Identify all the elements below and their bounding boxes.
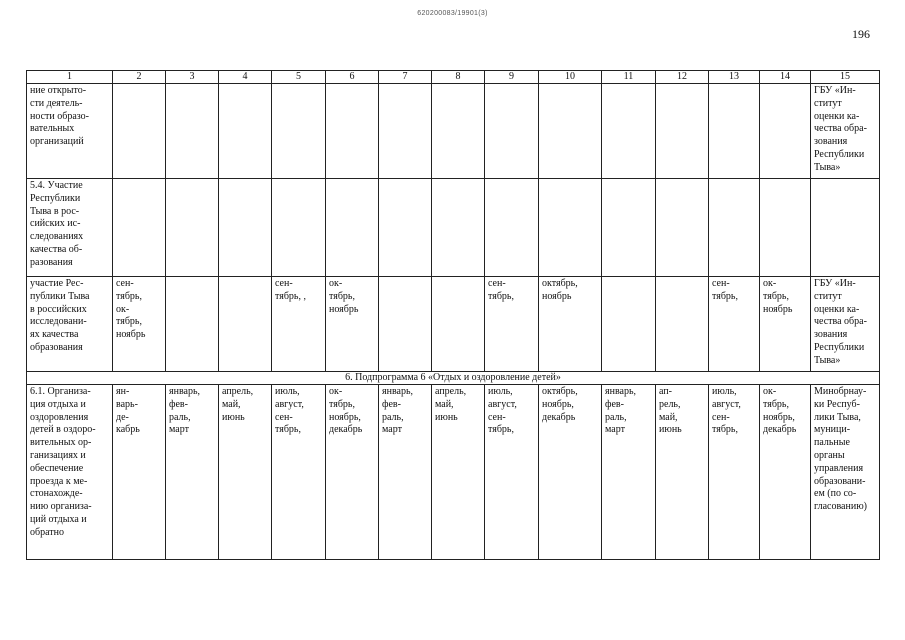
table-cell: [272, 84, 326, 179]
table-cell: [760, 179, 811, 277]
header-cell: 11: [602, 71, 656, 84]
table-cell: ок- тябрь, ноябрь, декабрь: [326, 385, 379, 560]
header-cell: 15: [811, 71, 880, 84]
table-cell: [379, 84, 432, 179]
header-cell: 7: [379, 71, 432, 84]
header-cell: 5: [272, 71, 326, 84]
subprogram-heading: 6. Подпрограмма 6 «Отдых и оздоровление детей»: [27, 372, 880, 385]
table-cell: апрель, май, июнь: [432, 385, 485, 560]
table-cell: ГБУ «Ин- ститут оценки ка- чества обра- зования Республики Тыва»: [811, 84, 880, 179]
table-cell: [539, 84, 602, 179]
table-cell: участие Рес- публики Тыва в российских исследовани- ях качества образования: [27, 277, 113, 372]
table-cell: [656, 277, 709, 372]
table-cell: [326, 179, 379, 277]
table-cell: [432, 84, 485, 179]
table-cell: ок- тябрь, ноябрь: [326, 277, 379, 372]
table-cell: 6.1. Организа- ция отдыха и оздоровления детей в оздоро- вительных ор- ганизациях и обеспечение проезда к ме- стонахожде- нию организа- ций отдыха и обратно: [27, 385, 113, 560]
header-cell: 8: [432, 71, 485, 84]
table-cell: [602, 179, 656, 277]
page-number: 196: [852, 27, 870, 41]
header-cell: 6: [326, 71, 379, 84]
header-cell: 1: [27, 71, 113, 84]
document-id: 620200083/19901(3): [417, 10, 488, 17]
table-cell: ап- рель, май, июнь: [656, 385, 709, 560]
table-cell: [326, 84, 379, 179]
header-cell: 12: [656, 71, 709, 84]
table-cell: [432, 277, 485, 372]
table-row: [27, 84, 880, 179]
table-cell: [379, 179, 432, 277]
table-cell: [539, 179, 602, 277]
table-cell: [485, 179, 539, 277]
table-cell: [113, 84, 166, 179]
table-cell: [219, 179, 272, 277]
table-cell: ГБУ «Ин- ститут оценки ка- чества обра- зования Республики Тыва»: [811, 277, 880, 372]
table-cell: [602, 277, 656, 372]
table-row: [27, 179, 880, 277]
table-cell: сен- тябрь,: [485, 277, 539, 372]
table-cell: [166, 277, 219, 372]
header-cell: 2: [113, 71, 166, 84]
table-cell: октябрь, ноябрь: [539, 277, 602, 372]
table-cell: апрель, май, июнь: [219, 385, 272, 560]
table-cell: 5.4. Участие Республики Тыва в рос- сийских ис- следованиях качества об- разования: [27, 179, 113, 277]
table-cell: сен- тябрь, ,: [272, 277, 326, 372]
header-cell: 14: [760, 71, 811, 84]
table-cell: [113, 179, 166, 277]
header-row: [27, 71, 880, 84]
table-cell: [760, 84, 811, 179]
table-cell: [272, 179, 326, 277]
table-cell: [485, 84, 539, 179]
table-cell: январь, фев- раль, март: [166, 385, 219, 560]
table-cell: [811, 179, 880, 277]
table-cell: [166, 179, 219, 277]
table-cell: ок- тябрь, ноябрь: [760, 277, 811, 372]
header-cell: 13: [709, 71, 760, 84]
table-cell: [602, 84, 656, 179]
table-cell: [656, 84, 709, 179]
table-cell: [709, 179, 760, 277]
table-cell: июль, август, сен- тябрь,: [709, 385, 760, 560]
table-cell: январь, фев- раль, март: [379, 385, 432, 560]
header-cell: 4: [219, 71, 272, 84]
table-row: [27, 385, 880, 560]
table-cell: [709, 84, 760, 179]
table-cell: сен- тябрь, ок- тябрь, ноябрь: [113, 277, 166, 372]
table-cell: [219, 84, 272, 179]
table-cell: Минобрнау- ки Респуб- лики Тыва, муници- пальные органы управления образовани- ем (по со- гласованию): [811, 385, 880, 560]
table-cell: [219, 277, 272, 372]
table-cell: ок- тябрь, ноябрь, декабрь: [760, 385, 811, 560]
header-cell: 3: [166, 71, 219, 84]
table-cell: сен- тябрь,: [709, 277, 760, 372]
table-cell: [379, 277, 432, 372]
table-row: [27, 277, 880, 372]
table-cell: январь, фев- раль, март: [602, 385, 656, 560]
schedule-table: [26, 70, 880, 560]
table-cell: ние открыто- сти деятель- ности образо- вательных организаций: [27, 84, 113, 179]
table-cell: июль, август, сен- тябрь,: [272, 385, 326, 560]
table-cell: ян- варь- де- кабрь: [113, 385, 166, 560]
header-cell: 10: [539, 71, 602, 84]
header-cell: 9: [485, 71, 539, 84]
subprogram-heading-row: [27, 372, 880, 385]
table-cell: [432, 179, 485, 277]
table-cell: июль, август, сен- тябрь,: [485, 385, 539, 560]
table-cell: октябрь, ноябрь, декабрь: [539, 385, 602, 560]
table-cell: [166, 84, 219, 179]
table-cell: [656, 179, 709, 277]
